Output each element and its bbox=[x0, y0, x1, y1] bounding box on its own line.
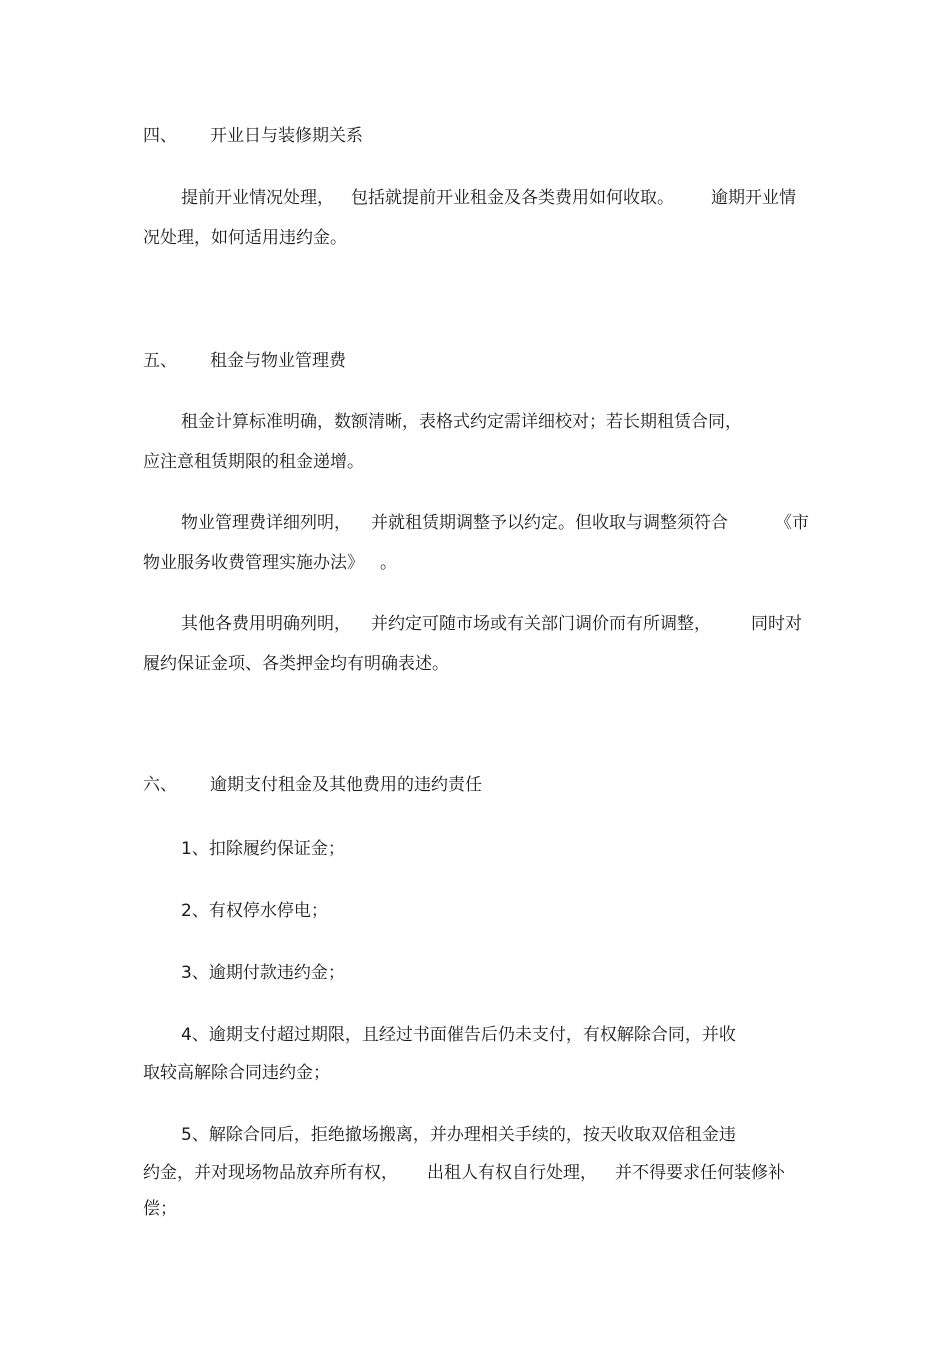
list-item-continuation: 约金，并对现场物品放弃所有权， bbox=[143, 1163, 398, 1183]
section-5-paragraph-line: 并就租赁期调整予以约定。但收取与调整须符合 bbox=[371, 513, 728, 533]
list-item: 5、解除合同后，拒绝撤场搬离，并办理相关手续的，按天收取双倍租金违 bbox=[181, 1125, 736, 1145]
section-5-paragraph-line: 物业服务收费管理实施办法》 bbox=[143, 553, 364, 573]
section-4-paragraph-line: 包括就提前开业租金及各类费用如何收取。 bbox=[351, 188, 674, 208]
list-item: 3、逾期付款违约金； bbox=[181, 963, 345, 983]
section-4-paragraph-line: 逾期开业情 bbox=[711, 188, 796, 208]
section-5-number: 五、 bbox=[143, 351, 177, 371]
section-5-paragraph-line: 。 bbox=[380, 553, 397, 573]
list-item: 4、逾期支付超过期限，且经过书面催告后仍未支付，有权解除合同，并收 bbox=[181, 1025, 736, 1045]
section-5-paragraph-line: 物业管理费详细列明， bbox=[181, 513, 351, 533]
list-item-continuation: 偿； bbox=[143, 1199, 177, 1219]
section-5-paragraph-line: 其他各费用明确列明， bbox=[181, 614, 351, 634]
section-5-heading: 租金与物业管理费 bbox=[210, 351, 346, 371]
section-5-paragraph-line: 应注意租赁期限的租金递增。 bbox=[143, 452, 364, 472]
list-item: 2、有权停水停电； bbox=[181, 901, 328, 921]
section-6-number: 六、 bbox=[143, 775, 177, 795]
section-4-number: 四、 bbox=[143, 126, 177, 146]
list-item-continuation: 出租人有权自行处理， bbox=[427, 1163, 597, 1183]
list-item: 1、扣除履约保证金； bbox=[181, 839, 345, 859]
section-6-heading: 逾期支付租金及其他费用的违约责任 bbox=[210, 775, 482, 795]
section-5-paragraph-line: 《市 bbox=[775, 513, 809, 533]
list-item-continuation: 取较高解除合同违约金； bbox=[143, 1063, 330, 1083]
section-4-paragraph-line: 况处理，如何适用违约金。 bbox=[143, 228, 347, 248]
section-5-paragraph-line: 并约定可随市场或有关部门调价而有所调整， bbox=[371, 614, 711, 634]
section-5-paragraph-line: 租金计算标准明确，数额清晰，表格式约定需详细校对；若长期租赁合同， bbox=[181, 412, 742, 432]
section-5-paragraph-line: 履约保证金项、各类押金均有明确表述。 bbox=[143, 654, 449, 674]
section-4-paragraph-line: 提前开业情况处理， bbox=[181, 188, 334, 208]
list-item-continuation: 并不得要求任何装修补 bbox=[615, 1163, 785, 1183]
section-4-heading: 开业日与装修期关系 bbox=[210, 126, 363, 146]
section-5-paragraph-line: 同时对 bbox=[751, 614, 802, 634]
